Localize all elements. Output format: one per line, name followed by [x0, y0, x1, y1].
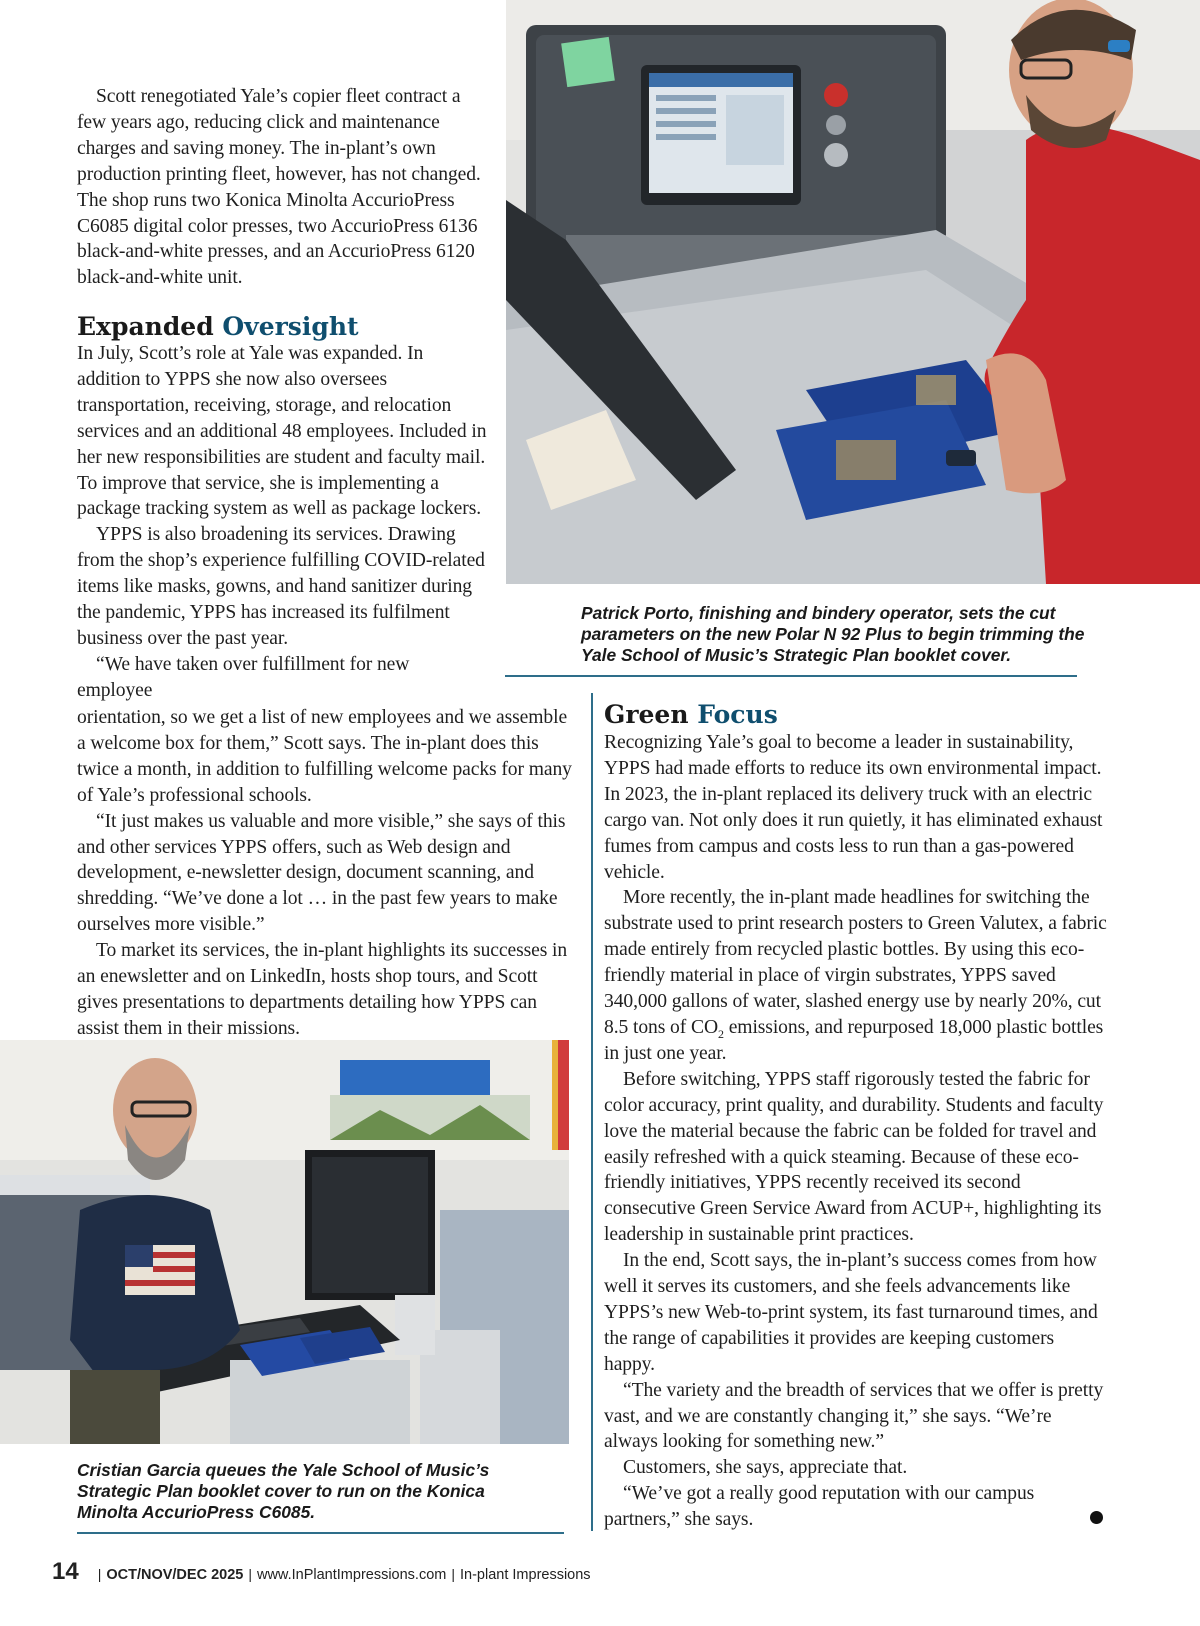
- photo-workstation-illustration: [0, 1040, 569, 1444]
- footer-publication: In-plant Impressions: [460, 1567, 591, 1583]
- footer-issue: OCT/NOV/DEC 2025: [106, 1567, 244, 1583]
- focus-paragraph-1: Recognizing Yale’s goal to become a leader in sustainability, YPPS had made efforts to reduce its own environmental impact. In 2023, the in-plant replaced its delivery truck with an electric cargo van. Not only does it run quietly, it has eliminated exhaust fumes from campus and costs less to run than a gas-powered vehicle.: [604, 732, 1103, 883]
- focus-paragraph-2: [604, 885, 1109, 1066]
- oversight-paragraph-1: In July, Scott’s role at Yale was expanded. In addition to YPPS she now also oversees transportation, receiving, storage, and relocation services and an additional 48 employees. Included in her new responsibilities are student and faculty mail. To improve that service, she is implementing a package tracking system as well as package lockers.: [77, 343, 487, 520]
- focus-paragraph-2-text-end: emissions, and repurposed 18,000 plastic bottles in just one year.: [604, 1016, 1104, 1064]
- oversight-paragraph-3-start: “We have taken over fulfillment for new employee: [77, 653, 410, 701]
- focus-paragraph-4: In the end, Scott says, the in-plant’s success comes from how well it serves its customers, and she feels advancements like YPPS’s new Web-to-print system, its fast turnaround times, and the range of capabilities it provides are keeping customers happy.: [604, 1250, 1098, 1375]
- co2-subscript: 2: [718, 1026, 724, 1041]
- oversight-paragraph-5: To market its services, the in-plant highlights its successes in an enewsletter and on LinkedIn, hosts shop tours, and Scott gives presentations to departments detailing how YPPS can assist them in their missions.: [77, 940, 568, 1039]
- focus-paragraph-6: Customers, she says, appreciate that.: [623, 1457, 908, 1479]
- oversight-paragraph-3-rest: orientation, so we get a list of new employees and we assemble a welcome box for them,” Scott says. The in-plant does this twice a month, in addition to fulfilling welcome packs for many of Yale’s professional schools.: [77, 707, 572, 806]
- photo-cutter-illustration: [506, 0, 1200, 584]
- footer-separator: |: [248, 1566, 252, 1582]
- oversight-column-wide: [77, 705, 577, 1042]
- oversight-paragraph-4: “It just makes us valuable and more visible,” she says of this and other services YPPS offers, such as Web design and development, e-newsletter design, document scanning, and shredding. “We’ve done a lot … in the past few years to make ourselves more visible.”: [77, 810, 566, 936]
- photo-cutter-operator: [506, 0, 1200, 584]
- oversight-paragraph-2: YPPS is also broadening its services. Drawing from the shop’s experience fulfilling COVID-related items like masks, gowns, and hand sanitizer during the pandemic, YPPS has increased its fulfilment business over the past year.: [77, 524, 485, 649]
- caption-workstation-photo: Cristian Garcia queues the Yale School of Music’s Strategic Plan booklet cover to run on the Konica Minolta AccurioPress C6085.: [77, 1460, 490, 1522]
- intro-column: [77, 84, 489, 291]
- footer-separator: |: [97, 1566, 102, 1582]
- oversight-column: [77, 341, 489, 704]
- focus-paragraph-2-text: More recently, the in-plant made headlines for switching the substrate used to print research posters to Green Valutex, a fabric made entirely from recycled plastic bottles. By using this eco-friendly material in place of virgin substrates, YPPS saved 340,000 gallons of water, slashed energy use by nearly 20%, cut 8.5 tons of CO: [604, 887, 1107, 1038]
- focus-paragraph-3: Before switching, YPPS staff rigorously tested the fabric for color accuracy, print quality, and durability. Students and faculty love the material because the fabric can be folded for travel and easily refreshed with a quick steaming. Because of these eco-friendly initiatives, YPPS recently received its second consecutive Green Service Award from ACUP+, highlighting its leadership in sustainable print practices.: [604, 1068, 1104, 1246]
- heading-accent-word: Oversight: [222, 312, 359, 341]
- caption-rule-top: [505, 675, 1077, 677]
- focus-paragraph-7: “We’ve got a really good reputation with our campus partners,” she says.: [604, 1483, 1035, 1531]
- focus-paragraph-5: “The variety and the breadth of services that we offer is pretty vast, and we are constantly changing it,” she says. “We’re always looking for something new.”: [604, 1379, 1104, 1453]
- caption-rule-bottom: [77, 1532, 564, 1534]
- heading-green-focus: [604, 700, 778, 730]
- heading-lead-word: Expanded: [77, 312, 214, 341]
- photo-workstation-operator: [0, 1040, 569, 1444]
- focus-column: [604, 730, 1109, 1533]
- column-divider: [591, 693, 593, 1531]
- intro-paragraph: Scott renegotiated Yale’s copier fleet contract a few years ago, reducing click and maintenance charges and saving money. The in-plant’s own production printing fleet, however, has not changed. The shop runs two Konica Minolta AccurioPress C6085 digital color presses, two AccurioPress 6136 black-and-white presses, and an AccurioPress 6120 black-and-white unit.: [77, 86, 481, 289]
- footer-separator: |: [451, 1566, 455, 1582]
- caption-cutter-photo: Patrick Porto, finishing and bindery operator, sets the cut parameters on the new Polar N 92 Plus to begin trimming the Yale School of Music’s Strategic Plan booklet cover.: [581, 603, 1085, 665]
- footer-website[interactable]: www.InPlantImpressions.com: [256, 1567, 447, 1583]
- heading-lead-word: Green: [604, 700, 689, 729]
- page-footer: [52, 1558, 591, 1590]
- heading-expanded-oversight: [77, 312, 359, 342]
- page-number: 14: [52, 1558, 79, 1585]
- heading-accent-word: Focus: [697, 700, 778, 729]
- end-of-article-mark: [1090, 1511, 1103, 1524]
